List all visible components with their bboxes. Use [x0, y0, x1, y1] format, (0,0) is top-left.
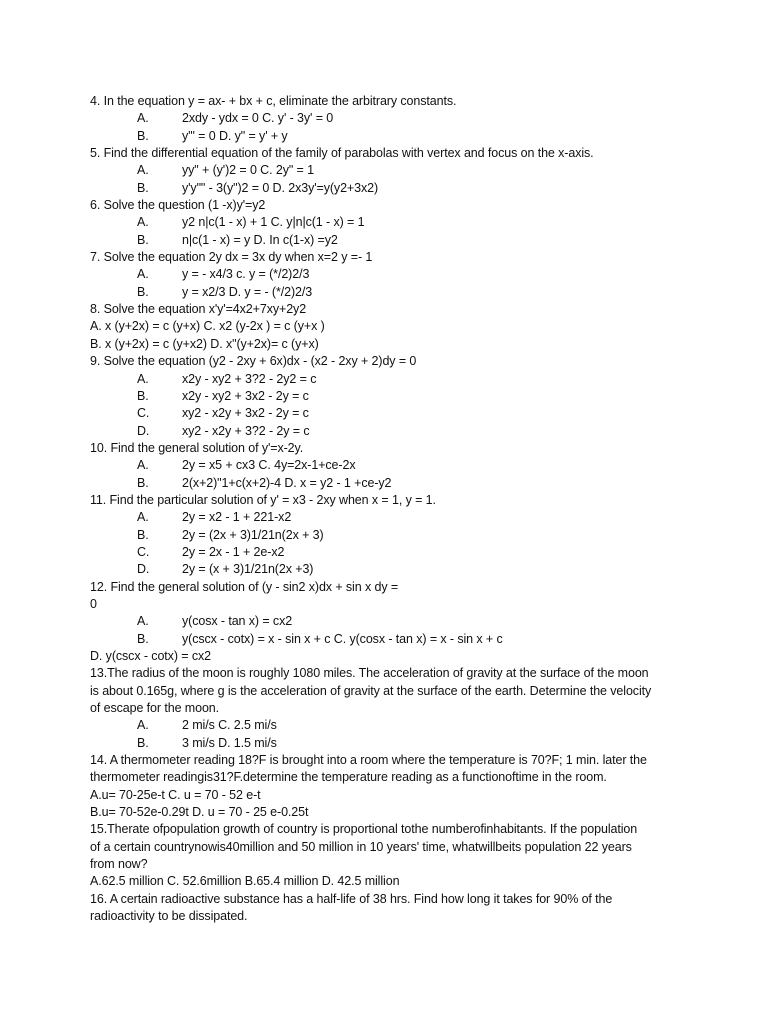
text-line: of escape for the moon. [90, 701, 220, 716]
option-text: 3 mi/s D. 1.5 mi/s [182, 735, 277, 750]
option-line [90, 735, 690, 752]
document-body [90, 93, 690, 926]
option-text: 2y = x2 - 1 + 221-x2 [182, 510, 292, 525]
option-label: A. [137, 718, 149, 733]
option-line [90, 457, 690, 474]
option-label: B. [137, 388, 149, 403]
option-line [90, 371, 690, 388]
option-label: B. [137, 284, 149, 299]
option-label: B. [137, 180, 149, 195]
text-line: B.u= 70-52e-0.29t D. u = 70 - 25 e-0.25t [90, 805, 309, 820]
option-line [90, 423, 690, 440]
text-line: 10. Find the general solution of y'=x-2y. [90, 440, 304, 455]
option-text: x2y - xy2 + 3x2 - 2y = c [182, 388, 309, 403]
option-line [90, 544, 690, 561]
option-text: y = - x4/3 c. y = (*/2)2/3 [182, 267, 310, 282]
option-label: D. [137, 423, 150, 438]
option-text: y'y"" - 3(y")2 = 0 D. 2x3y'=y(y2+3x2) [182, 180, 379, 195]
text-line: of a certain countrynowis40million and 50 million in 10 years' time, whatwillbeits population 22 years [90, 839, 632, 854]
option-line [90, 509, 690, 526]
text-line: A.62.5 million C. 52.6million B.65.4 million D. 42.5 million [90, 874, 400, 889]
text-line: 6. Solve the question (1 -x)y'=y2 [90, 198, 266, 213]
option-text: n|c(1 - x) = y D. In c(1-x) =y2 [182, 232, 338, 247]
option-text: xy2 - x2y + 3x2 - 2y = c [182, 406, 309, 421]
option-label: A. [137, 614, 149, 629]
option-line [90, 266, 690, 283]
text-line: A. x (y+2x) = c (y+x) C. x2 (y-2x ) = c (y+x ) [90, 319, 325, 334]
option-text: y'" = 0 D. y" = y' + y [182, 128, 288, 143]
text-line: from now? [90, 857, 148, 872]
option-line [90, 717, 690, 734]
option-label: C. [137, 406, 150, 421]
option-line [90, 561, 690, 578]
option-text: 2(x+2)"1+c(x+2)-4 D. x = y2 - 1 +ce-y2 [182, 475, 392, 490]
text-line: is about 0.165g, where g is the acceleration of gravity at the surface of the earth. Determine the velocity [90, 683, 652, 698]
option-label: B. [137, 735, 149, 750]
option-text: 2y = (2x + 3)1/21n(2x + 3) [182, 527, 324, 542]
text-line: 11. Find the particular solution of y' = x3 - 2xy when x = 1, y = 1. [90, 492, 436, 507]
option-label: A. [137, 267, 149, 282]
option-text: xy2 - x2y + 3?2 - 2y = c [182, 423, 310, 438]
text-line: 9. Solve the equation (y2 - 2xy + 6x)dx - (x2 - 2xy + 2)dy = 0 [90, 354, 417, 369]
text-line: 14. A thermometer reading 18?F is brought into a room where the temperature is 70?F; 1 min. later the [90, 753, 647, 768]
option-line [90, 284, 690, 301]
option-line [90, 527, 690, 544]
option-line [90, 128, 690, 145]
option-text: y2 n|c(1 - x) + 1 C. y|n|c(1 - x) = 1 [182, 215, 365, 230]
text-line: 5. Find the differential equation of the family of parabolas with vertex and focus on the x-axis. [90, 146, 594, 161]
option-line [90, 631, 690, 648]
option-text: y(cscx - cotx) = x - sin x + c C. y(cosx - tan x) = x - sin x + c [182, 631, 503, 646]
option-label: B. [137, 128, 149, 143]
text-line: 13.The radius of the moon is roughly 1080 miles. The acceleration of gravity at the surface of the moon [90, 666, 649, 681]
option-label: B. [137, 527, 149, 542]
option-label: B. [137, 631, 149, 646]
option-text: 2y = (x + 3)1/21n(2x +3) [182, 562, 314, 577]
option-label: A. [137, 371, 149, 386]
option-line [90, 232, 690, 249]
text-line: 8. Solve the equation x'y'=4x2+7xy+2y2 [90, 302, 307, 317]
option-line [90, 180, 690, 197]
option-line [90, 388, 690, 405]
text-line: radioactivity to be dissipated. [90, 909, 248, 924]
option-line [90, 162, 690, 179]
option-text: 2 mi/s C. 2.5 mi/s [182, 718, 277, 733]
text-line: 12. Find the general solution of (y - sin2 x)dx + sin x dy = [90, 579, 399, 594]
option-line [90, 475, 690, 492]
option-line [90, 613, 690, 630]
text-line: 4. In the equation y = ax- + bx + c, eliminate the arbitrary constants. [90, 94, 457, 108]
option-label: A. [137, 111, 149, 126]
option-line [90, 405, 690, 422]
option-text: y = x2/3 D. y = - (*/2)2/3 [182, 284, 313, 299]
option-text: yy" + (y')2 = 0 C. 2y" = 1 [182, 163, 314, 178]
text-line: 16. A certain radioactive substance has a half-life of 38 hrs. Find how long it takes for 90% of the [90, 891, 613, 906]
text-line: 15.Therate ofpopulation growth of country is proportional tothe numberofinhabitants. If the population [90, 822, 638, 837]
option-line [90, 214, 690, 231]
text-line: D. y(cscx - cotx) = cx2 [90, 649, 211, 663]
text-line: thermometer readingis31?F.determine the temperature reading as a functionoftime in the room. [90, 770, 607, 785]
option-line [90, 110, 690, 127]
option-label: B. [137, 232, 149, 247]
option-label: C. [137, 544, 150, 559]
option-label: B. [137, 475, 149, 490]
text-line: 0 [90, 596, 97, 611]
option-label: A. [137, 215, 149, 230]
option-text: y(cosx - tan x) = cx2 [182, 614, 293, 629]
option-text: 2y = 2x - 1 + 2e-x2 [182, 544, 285, 559]
option-text: 2y = x5 + cx3 C. 4y=2x-1+ce-2x [182, 458, 356, 473]
option-label: A. [137, 510, 149, 525]
option-label: D. [137, 562, 150, 577]
option-text: 2xdy - ydx = 0 C. y' - 3y' = 0 [182, 111, 334, 126]
option-label: A. [137, 163, 149, 178]
text-line: A.u= 70-25e-t C. u = 70 - 52 e-t [90, 787, 261, 802]
text-line: B. x (y+2x) = c (y+x2) D. x"(y+2x)= c (y+x) [90, 336, 319, 351]
option-label: A. [137, 458, 149, 473]
text-line: 7. Solve the equation 2y dx = 3x dy when x=2 y =- 1 [90, 250, 373, 265]
option-text: x2y - xy2 + 3?2 - 2y2 = c [182, 371, 317, 386]
